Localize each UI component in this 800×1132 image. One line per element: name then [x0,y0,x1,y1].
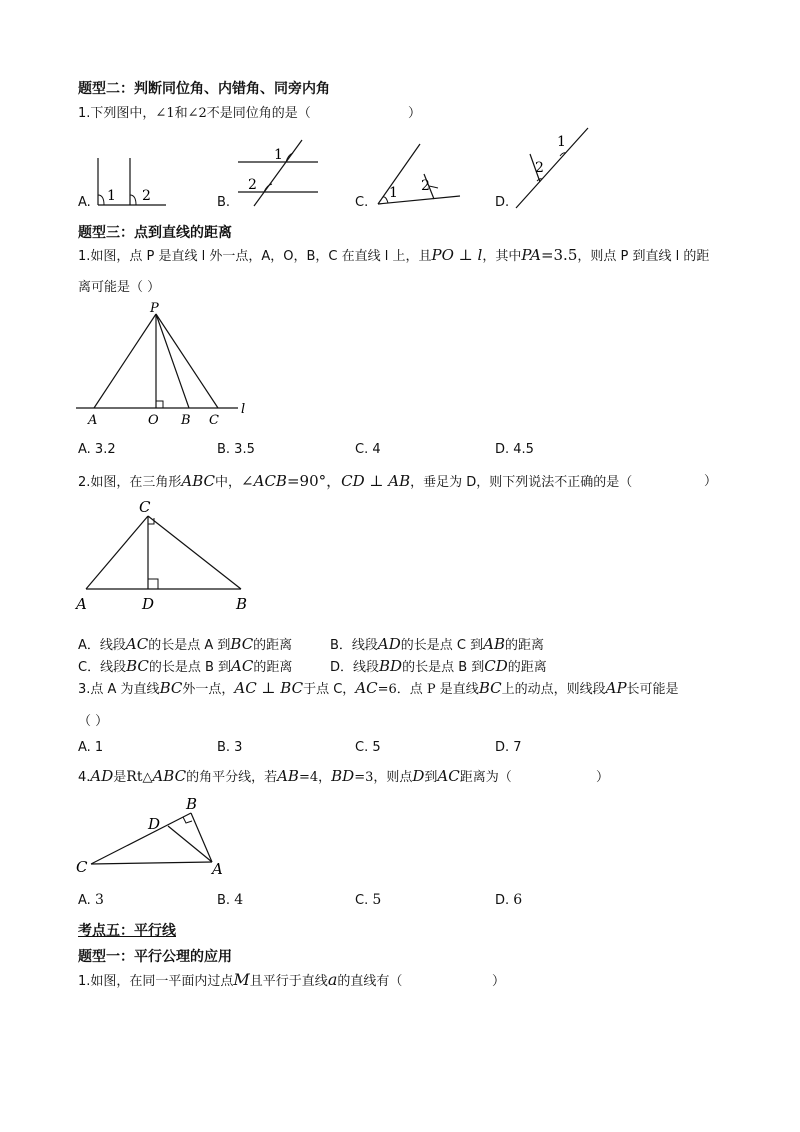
option-a: A. 1 [78,740,104,755]
figure-label: C [76,858,88,876]
math-expr: Rt [126,769,143,785]
option-value: 5 [372,892,382,908]
section-heading-5: 考点五：平行线 [78,923,176,939]
question-stem: 到 [424,770,438,785]
question-stem: ，垂足为 D，则下列说法不正确的是（ [410,475,633,490]
question-text [78,970,402,989]
option-text: A．线段 [78,638,126,653]
answer-paren-close: ） [492,974,506,989]
option-text: B．线段 [330,638,378,653]
question-stem: 距离为（ [459,770,512,785]
option-d [330,656,547,675]
math-expr: D [412,767,425,785]
angle-label: ∠1 [155,106,175,121]
math-expr: AC [231,657,254,675]
math-expr: AB [277,767,299,785]
question-stem: 1.如图，在同一平面内过点 [78,974,234,989]
math-expr: AC ⊥ BC [234,679,304,697]
option-a [78,634,292,653]
math-expr: PO ⊥ l [431,246,483,264]
figure-label: D [142,595,155,613]
figure-label: B [186,795,198,813]
math-expr: AP [605,679,627,697]
math-expr: M [233,970,250,989]
question-stem: 外一点， [182,682,235,697]
question-stem: 下列图中， [90,106,156,121]
option-text: C．线段 [78,660,127,675]
question-text [78,470,632,491]
option-text: 的长是点 B 到 [148,660,232,675]
figure-label: 1 [389,185,398,201]
question-stem: 不是同位角的是（ [206,106,311,121]
math-expr: =90°， [286,472,342,490]
math-expr: a [327,970,338,989]
question-stem: 3.点 A 为直线 [78,682,160,697]
figure-label: D [148,815,161,833]
math-expr: BD [379,657,403,675]
answer-paren-close: ） [408,106,422,121]
option-b: B. 3.5 [217,442,255,457]
math-expr: ABC [181,472,216,490]
sub-heading: 题型一：平行公理的应用 [78,949,232,965]
math-expr: AD [377,635,401,653]
math-expr: =3，则点 [354,770,413,785]
question-number: 4. [78,770,91,785]
math-expr: =4， [298,770,332,785]
question-stem: 于点 C， [303,682,356,697]
option-value: 6 [513,892,523,908]
question-text [78,766,512,785]
figure-label: B [236,595,248,613]
option-letter: B. [217,893,231,908]
figure-label: 2 [142,188,151,204]
option-c [355,892,381,908]
option-c: C. 4 [355,442,381,457]
figure-label: A [212,860,223,878]
question-stem: 且平行于直线 [249,974,328,989]
question-text: （ ） [78,714,109,729]
math-expr: BC [126,657,149,675]
math-expr: BD [331,767,355,785]
figure-label: 2 [535,160,544,176]
figure-label: A [76,595,87,613]
option-text: 的距离 [504,638,544,653]
question-stem: ，则点 P 到直线 l 的距 [577,249,710,264]
option-value: 4 [234,892,244,908]
figure-label: 2 [421,178,430,194]
option-letter: A. [78,893,91,908]
option-text: 的距离 [253,638,293,653]
question-text [78,102,311,121]
option-b: B. 3 [217,740,243,755]
option-letter: C. [355,893,369,908]
answer-paren-close: ） [704,474,718,489]
question-stem: 和 [174,106,188,121]
figure-bisector-triangle [76,794,236,884]
question-stem: 上的动点，则线段 [501,682,606,697]
option-d: D. 7 [495,740,522,755]
section-heading-2: 题型二：判断同位角、内错角、同旁内角 [78,81,330,97]
figure-label: 2 [248,177,257,193]
option-b [217,892,243,908]
question-stem: =6．点 P 是直线 [377,682,479,697]
figure-label: 1 [107,188,116,204]
math-expr: CD [484,657,508,675]
figure-angles-d [510,126,595,211]
figure-label: P [150,301,159,316]
math-expr: ABC [152,767,187,785]
figure-label: C [139,498,151,516]
question-stem: 1.如图，点 P 是直线 l 外一点，A，O，B，C 在直线 l 上，且 [78,249,432,264]
figure-point-line [76,300,256,430]
question-text [78,678,679,697]
angle-label: ∠2 [187,106,207,121]
option-b: B. [217,195,231,210]
option-a: A. [78,195,91,210]
question-stem: 中， [215,475,242,490]
math-expr: BC [159,679,183,697]
question-stem: 2.如图，在三角形 [78,475,182,490]
answer-paren-close: ） [596,770,610,785]
figure-label: 1 [557,134,566,150]
figure-right-triangle [76,496,256,616]
section-heading-3: 题型三：点到直线的距离 [78,225,232,241]
option-letter: D. [495,893,510,908]
option-a [78,892,104,908]
option-text: 的长是点 A 到 [148,638,231,653]
option-b [330,634,544,653]
figure-label: A [88,413,98,428]
question-stem: 长可能是 [626,682,679,697]
figure-label: l [241,402,246,417]
option-c [78,656,292,675]
option-d [495,892,522,908]
math-expr: ∠ACB [241,472,287,490]
math-expr: =3.5 [540,246,578,264]
option-text: D．线段 [330,660,380,675]
math-expr: AC [125,635,149,653]
question-text: 离可能是（ ） [78,280,161,295]
option-c: C. 5 [355,740,381,755]
question-number: 1. [78,106,91,121]
option-text: 的距离 [507,660,547,675]
figure-angles-c [372,140,467,210]
question-stem: 的直线有（ [337,974,403,989]
figure-label: O [148,413,159,428]
math-expr: CD ⊥ AB [341,472,411,490]
option-text: 的长是点 C 到 [400,638,484,653]
option-c: C. [355,195,369,210]
math-expr: AC [355,679,378,697]
option-d: D. [495,195,510,210]
question-text [78,245,709,264]
option-a: A. 3.2 [78,442,116,457]
math-expr: AC [437,767,460,785]
math-expr: PA [521,246,541,264]
math-expr: BC [478,679,502,697]
option-value: 3 [94,892,104,908]
figure-label: 1 [274,147,283,163]
figure-angles-a [90,150,180,210]
math-expr: AB [483,635,505,653]
math-expr: △ [142,770,153,785]
option-text: 的长是点 B 到 [402,660,485,675]
question-stem: 是 [113,770,127,785]
option-text: 的距离 [253,660,293,675]
figure-label: B [181,413,191,428]
math-expr: AD [90,767,114,785]
figure-angles-b [232,136,332,211]
math-expr: BC [230,635,254,653]
question-stem: ，其中 [482,249,522,264]
option-d: D. 4.5 [495,442,534,457]
figure-label: C [209,413,219,428]
question-stem: 的角平分线，若 [186,770,278,785]
